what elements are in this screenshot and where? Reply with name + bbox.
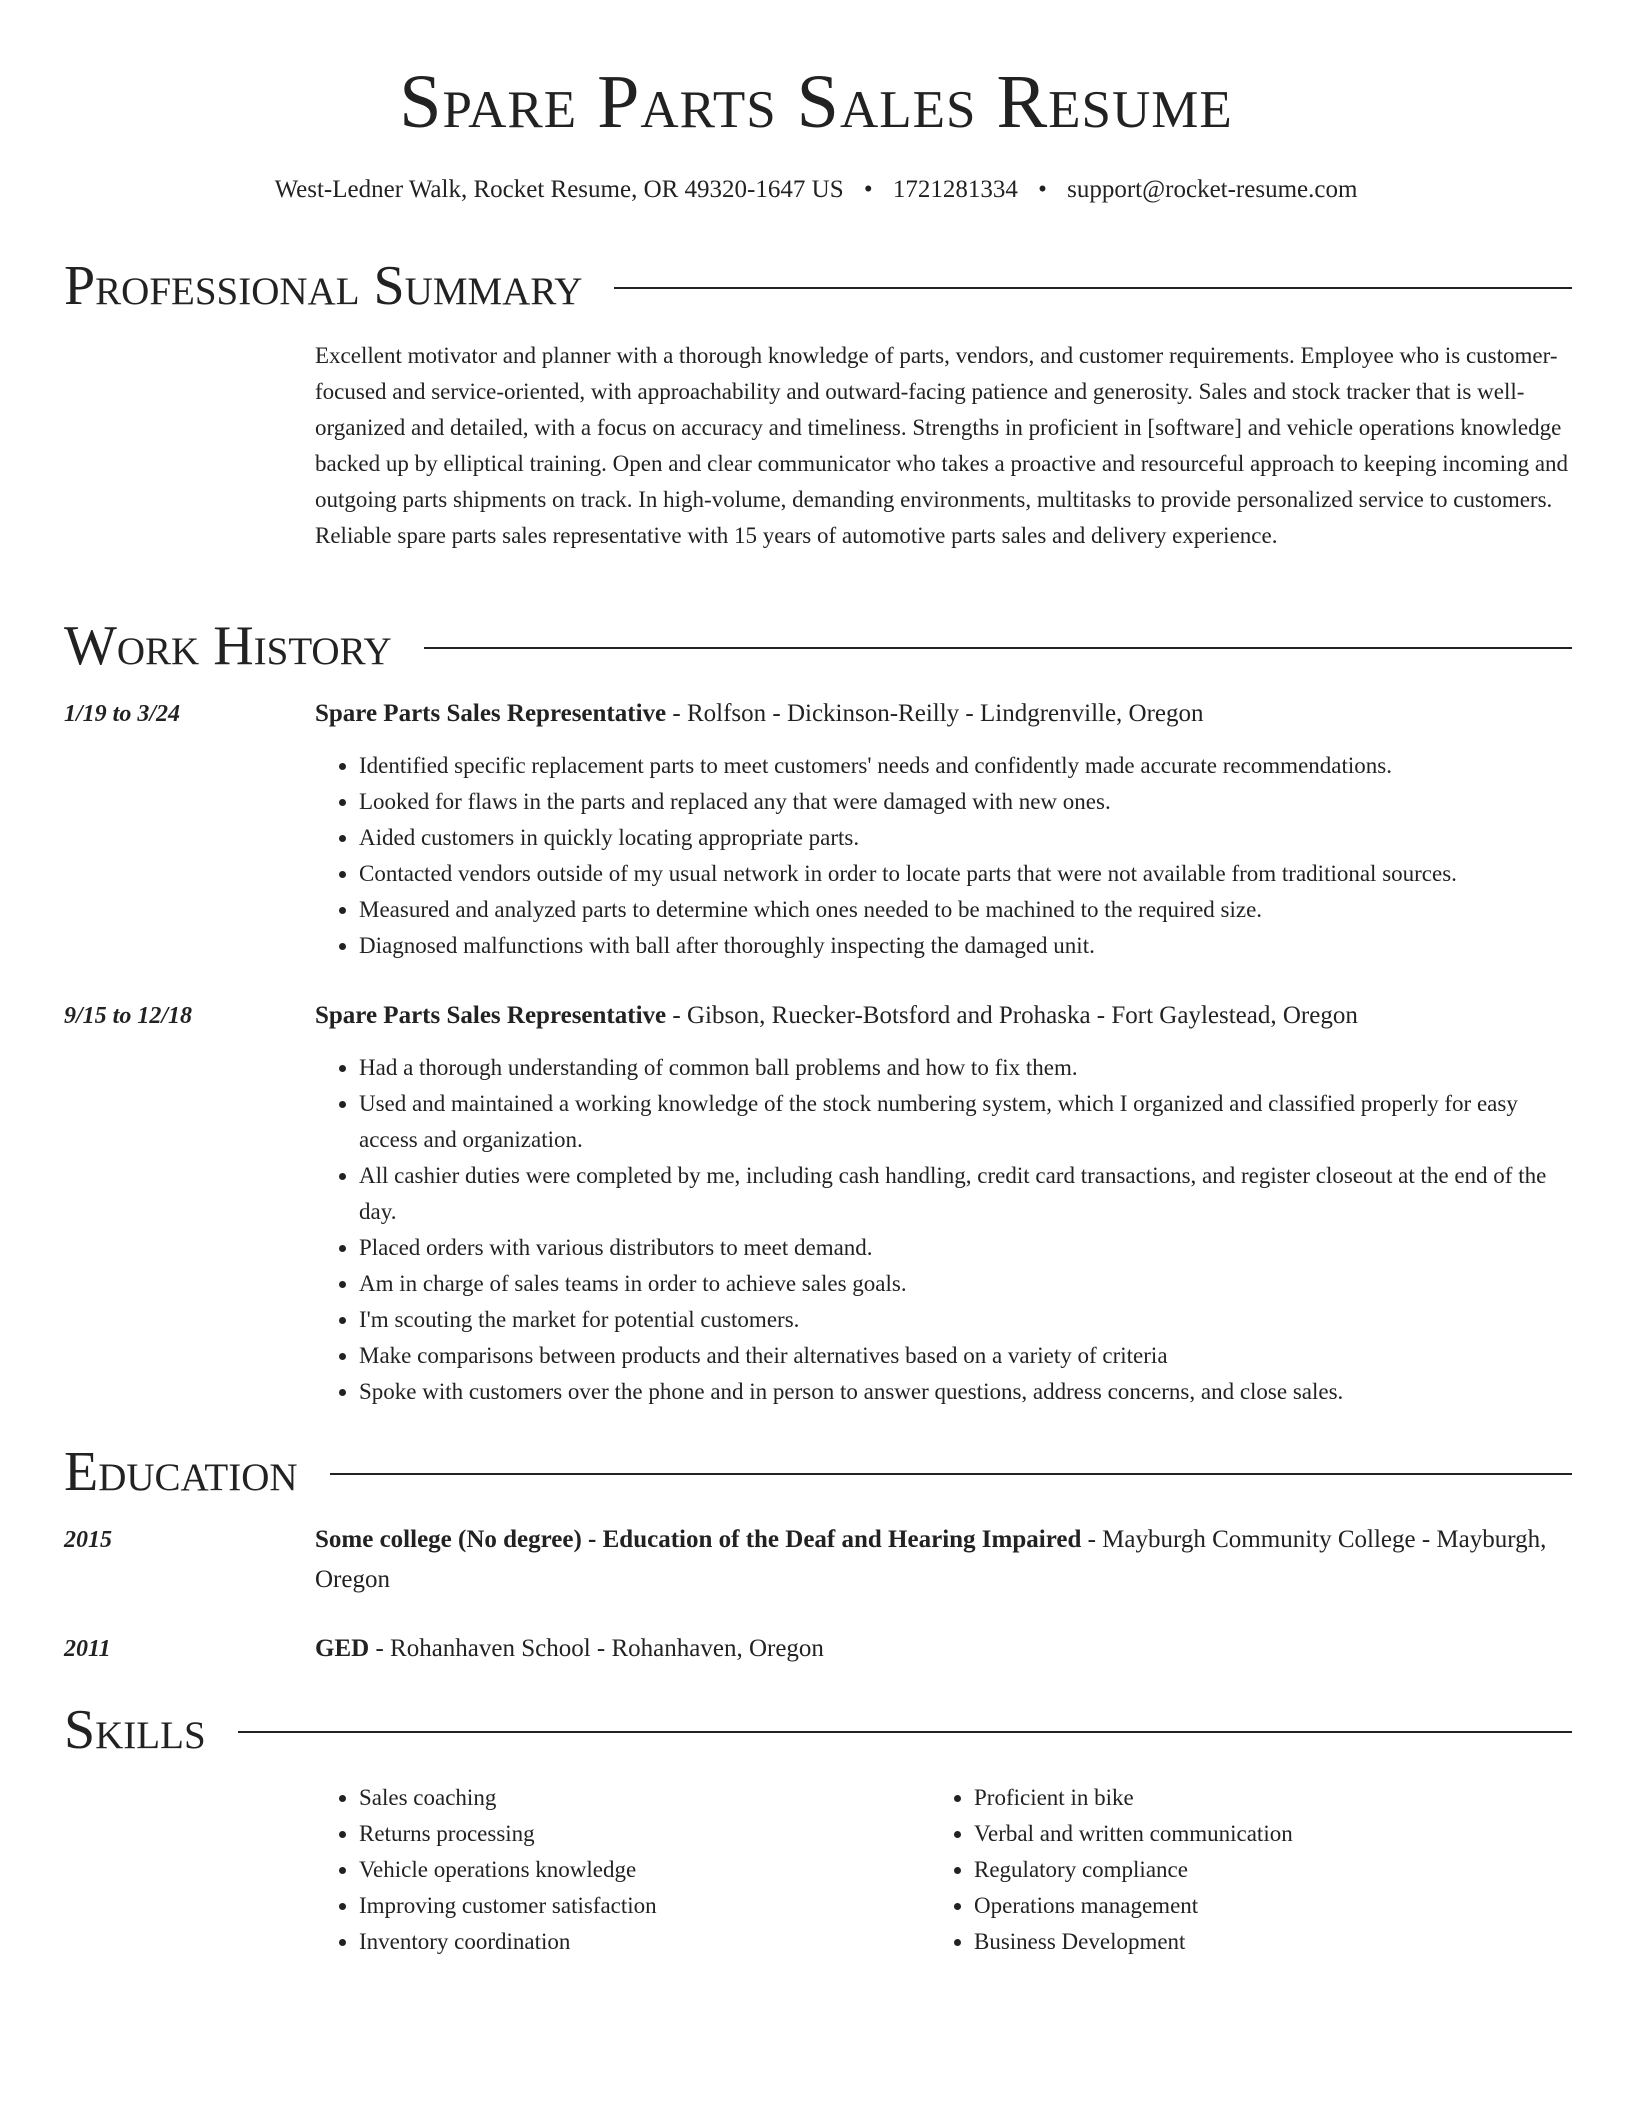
- skill-item: • Business Development: [974, 1924, 1570, 1960]
- education-entry: [315, 1520, 1573, 1600]
- job-title: Spare Parts Sales Representative: [315, 700, 667, 727]
- skill-item: • Operations management: [974, 1888, 1570, 1924]
- summary-section-header: [64, 254, 1572, 318]
- section-divider: [424, 647, 1572, 649]
- section-divider: [238, 1731, 1572, 1733]
- education-degree: Some college (No degree) - Education of the Deaf and Hearing Impaired: [315, 1526, 1082, 1553]
- education-section-header: [64, 1440, 1572, 1504]
- contact-separator: •: [1038, 176, 1047, 203]
- education-details: - Mayburgh Community College - Mayburgh, Oregon: [315, 1526, 1547, 1593]
- skills-section-header: [64, 1698, 1572, 1762]
- skill-item: • Improving customer satisfaction: [359, 1888, 915, 1924]
- skills-section-title: Skills: [64, 1699, 206, 1761]
- contact-address: West-Ledner Walk, Rocket Resume, OR 49320-1647 US: [274, 176, 844, 203]
- job-bullet: • Looked for flaws in the parts and replaced any that were damaged with new ones.: [359, 784, 1573, 820]
- resume-name: Spare Parts Sales Resume: [399, 60, 1233, 144]
- skill-item: • Regulatory compliance: [974, 1852, 1570, 1888]
- education-section-title: Education: [64, 1441, 298, 1503]
- job-heading: [315, 694, 1573, 734]
- skill-item: • Inventory coordination: [359, 1924, 915, 1960]
- contact-line: [0, 174, 1632, 206]
- job-bullet: • Spoke with customers over the phone and in person to answer questions, address concerns, and close sales.: [359, 1374, 1573, 1410]
- skills-list-right: [930, 1780, 1570, 1960]
- work-section-title: Work History: [64, 615, 392, 677]
- section-divider: [330, 1473, 1572, 1475]
- work-section-header: [64, 614, 1572, 678]
- skill-item: • Verbal and written communication: [974, 1816, 1570, 1852]
- summary-text: Excellent motivator and planner with a thorough knowledge of parts, vendors, and customer requirements. Employee who is customer-focused and service-oriented, with approachability and outward-facing patience and generosity. Sales and stock tracker that is well-organized and detailed, with a focus on accuracy and timeliness. Strengths in proficient in [software] and vehicle operations knowledge backed up by elliptical training. Open and clear communicator who takes a proactive and resourceful approach to keeping incoming and outgoing parts shipments on track. In high-volume, demanding environments, multitasks to provide personalized service to customers. Reliable spare parts sales representative with 15 years of automotive parts sales and delivery experience.: [315, 343, 1569, 548]
- education-year: 2011: [64, 1636, 111, 1662]
- job-bullet: • Placed orders with various distributors to meet demand.: [359, 1230, 1573, 1266]
- contact-phone: 1721281334: [892, 176, 1018, 203]
- skill-item: • Vehicle operations knowledge: [359, 1852, 915, 1888]
- education-details: - Rohanhaven School - Rohanhaven, Oregon: [369, 1635, 824, 1662]
- job-bullet-list: [315, 1050, 1573, 1410]
- job-bullet: • Measured and analyzed parts to determine which ones needed to be machined to the required size.: [359, 892, 1573, 928]
- skill-item: • Returns processing: [359, 1816, 915, 1852]
- job-heading: [315, 996, 1573, 1036]
- skill-item: • Proficient in bike: [974, 1780, 1570, 1816]
- job-bullet: • Identified specific replacement parts to meet customers' needs and confidently made accurate recommendations.: [359, 748, 1573, 784]
- job-details: - Rolfson - Dickinson-Reilly - Lindgrenville, Oregon: [666, 700, 1204, 727]
- job-bullet: • Am in charge of sales teams in order to achieve sales goals.: [359, 1266, 1573, 1302]
- job-bullet: • Used and maintained a working knowledge of the stock numbering system, which I organized and classified properly for easy access and organization.: [359, 1086, 1573, 1158]
- summary-section-title: Professional Summary: [64, 255, 583, 317]
- job-bullet: • All cashier duties were completed by me, including cash handling, credit card transactions, and register closeout at the end of the day.: [359, 1158, 1573, 1230]
- contact-separator: •: [863, 176, 873, 203]
- contact-email: support@rocket-resume.com: [1067, 176, 1358, 203]
- job-bullet: • Aided customers in quickly locating appropriate parts.: [359, 820, 1573, 856]
- job-details: - Gibson, Ruecker-Botsford and Prohaska - Fort Gaylestead, Oregon: [666, 1002, 1358, 1029]
- job-bullet: • Contacted vendors outside of my usual network in order to locate parts that were not available from traditional sources.: [359, 856, 1573, 892]
- education-entry: [315, 1629, 1573, 1669]
- job-bullet: • Make comparisons between products and their alternatives based on a variety of criteria: [359, 1338, 1573, 1374]
- education-degree: GED: [315, 1635, 370, 1662]
- job-bullet: • Had a thorough understanding of common ball problems and how to fix them.: [359, 1050, 1573, 1086]
- skills-list-left: [315, 1780, 915, 1960]
- section-divider: [614, 287, 1572, 289]
- job-bullet-list: [315, 748, 1573, 964]
- job-dates: 1/19 to 3/24: [64, 701, 181, 727]
- skill-item: • Sales coaching: [359, 1780, 915, 1816]
- job-title: Spare Parts Sales Representative: [315, 1002, 667, 1029]
- education-year: 2015: [64, 1527, 112, 1553]
- job-dates: 9/15 to 12/18: [64, 1003, 193, 1029]
- job-bullet: • Diagnosed malfunctions with ball after thoroughly inspecting the damaged unit.: [359, 928, 1573, 964]
- job-bullet: • I'm scouting the market for potential customers.: [359, 1302, 1573, 1338]
